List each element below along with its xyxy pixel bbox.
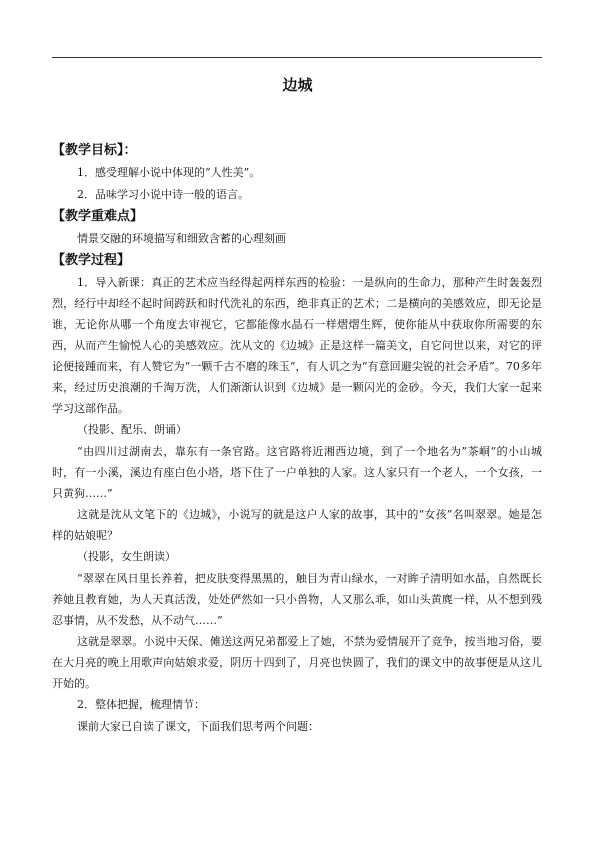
process-paragraph: 课前大家已自读了课文，下面我们思考两个问题： bbox=[77, 720, 319, 733]
section-heading-process: 【教学过程】 bbox=[52, 253, 131, 268]
process-paragraph: “由四川过湖南去，靠东有一条官路。这官路将近湘西边境，到了一个地名为”茶峒“的小山城时，有一小溪，溪边有座白色小塔，塔下住了一户单独的人家。这人家只有一个老人，一个女孩，一只黄狗……” bbox=[52, 445, 542, 500]
process-paragraph: 这就是翠翠。小说中天保、傩送这两兄弟都爱上了她，不禁为爱情展开了竞争，按当地习俗，要在大月亮的晚上用歌声向姑娘求爱，阴历十四到了，月亮也快圆了，我们的课文中的故事便是从这儿开始的。 bbox=[52, 635, 542, 690]
process-paragraph: （投影，女生朗读） bbox=[77, 550, 176, 563]
key-point-item: 情景交融的环境描写和细致含蓄的心理刻画 bbox=[77, 232, 286, 245]
page-title: 边城 bbox=[282, 76, 313, 94]
process-paragraph: （投影、配乐、朗诵） bbox=[77, 423, 187, 436]
process-paragraph: 2．整体把握，梳理情节： bbox=[77, 698, 205, 711]
process-paragraph: “翠翠在风日里长养着，把皮肤变得黑黑的，触目为青山绿水，一对眸子清明如水晶，自然既长养她且教育她，为人天真活泼，处处俨然如一只小兽物，人又那么乖，如山头黄麂一样，从不想到残忍事情，从不发愁，从不动气……” bbox=[52, 572, 542, 627]
section-heading-goals: 【教学目标】： bbox=[52, 143, 137, 158]
process-paragraph: 1．导入新课：真正的艺术应当经得起两样东西的检验：一是纵向的生命力，那种产生时轰轰烈烈，经行中却经不起时间跨跃和时代洗礼的东西，绝非真正的艺术；二是横向的美感效应，即无论是谁，无论你从哪一个角度去审视它，它都能像水晶石一样熠熠生辉，使你能从中获取你所需要的东西，从而产生愉悦人心的美感效应。沈从文的《边城》正是这样一篇美文，自它问世以来，对它的评论便接踵而来，有人赞它为“一颗千古不磨的珠玉”，有人讥之为“有意回避尖锐的社会矛盾”。70多年来，经过历史浪潮的千淘万洗，人们渐渐认识到《边城》是一颗闪光的金砂。今天，我们大家一起来学习这部作品。 bbox=[52, 276, 542, 415]
section-heading-key-points: 【教学重难点】 bbox=[52, 209, 144, 224]
document-body bbox=[52, 140, 542, 738]
process-paragraph: 这就是沈从文笔下的《边城》，小说写的就是这户人家的故事，其中的“女孩”名叫翠翠。她是怎样的姑娘呢？ bbox=[52, 508, 542, 542]
header-rule bbox=[52, 57, 542, 58]
goal-item: 1．感受理解小说中体现的“人性美”。 bbox=[77, 166, 261, 179]
goal-item: 2．品味学习小说中诗一般的语言。 bbox=[77, 188, 249, 201]
